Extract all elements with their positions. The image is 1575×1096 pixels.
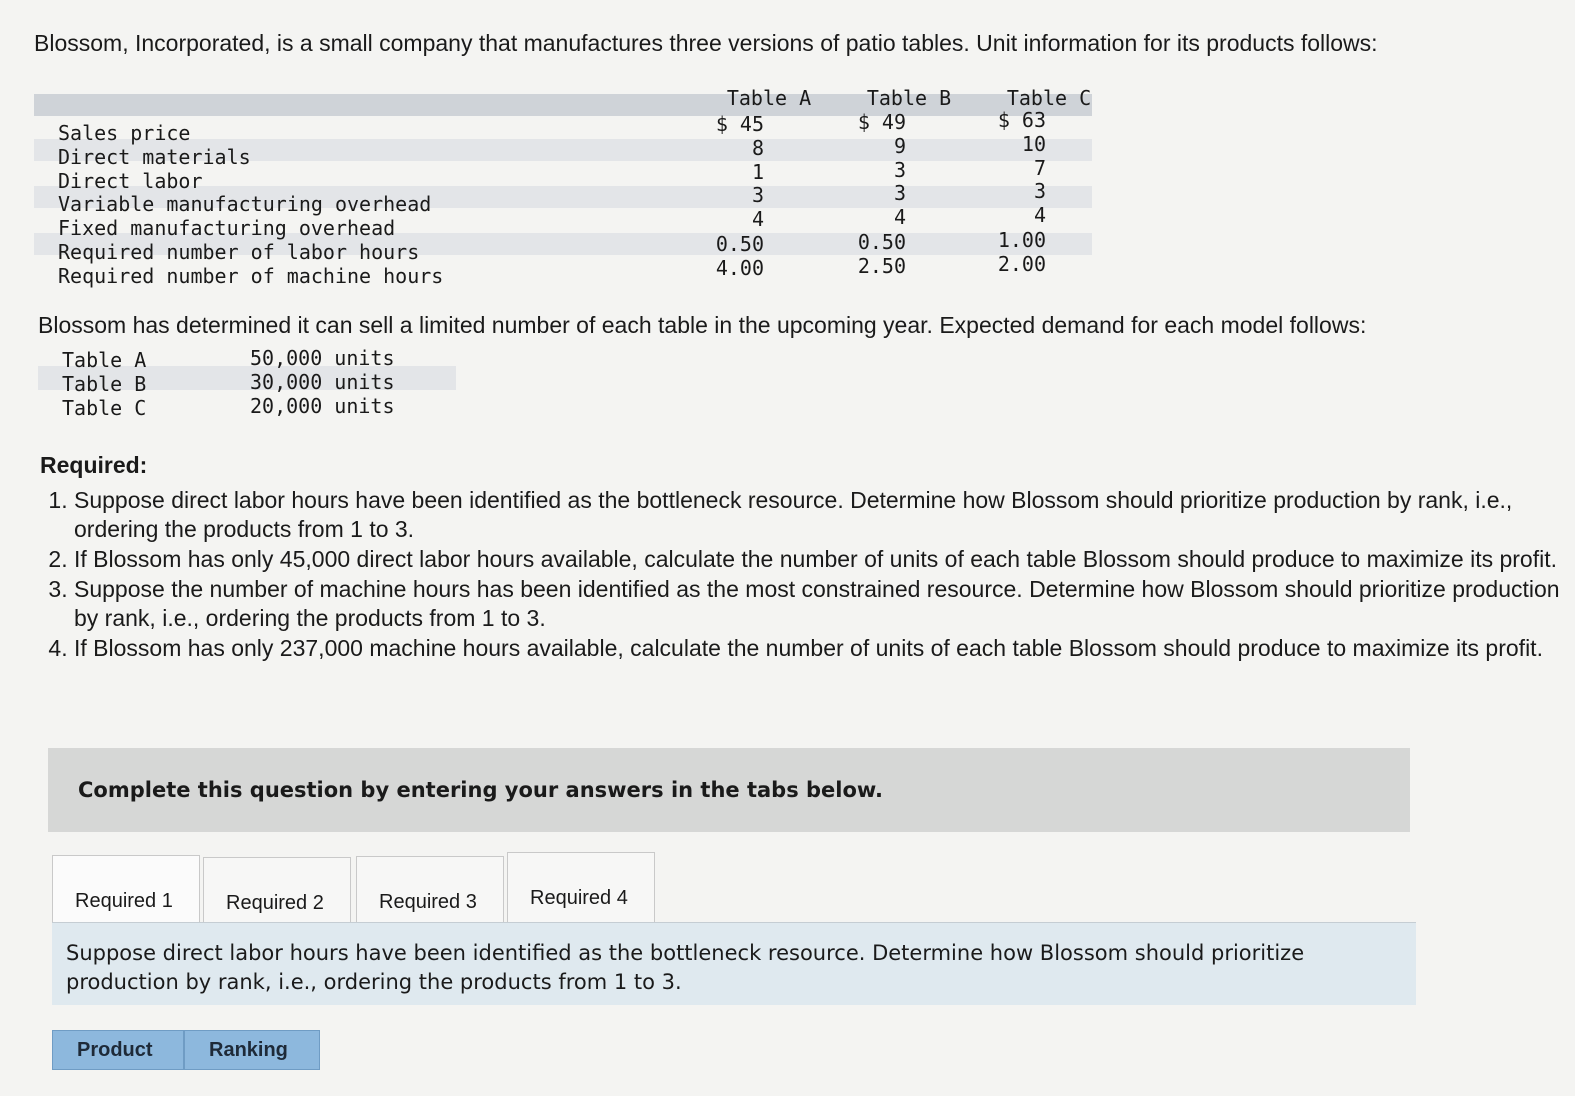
cell-a-machine-hours: 4.00 xyxy=(715,256,764,280)
row-label-fixed-overhead: Fixed manufacturing overhead xyxy=(58,216,396,240)
cell-a-direct-labor: 1 xyxy=(751,160,764,184)
row-label-direct-labor: Direct labor xyxy=(58,169,203,193)
requirements-list xyxy=(40,486,1564,664)
cell-c-labor-hours: 1.00 xyxy=(997,228,1046,252)
complete-prompt-box xyxy=(48,748,1410,832)
demand-name-table-b: Table B xyxy=(62,372,147,396)
col-head-table-a: Table A xyxy=(726,86,812,110)
cell-b-direct-materials: 9 xyxy=(893,134,906,158)
cell-b-labor-hours: 0.50 xyxy=(857,230,906,254)
cell-a-variable-overhead: 3 xyxy=(751,183,764,207)
cell-a-direct-materials: 8 xyxy=(751,136,764,160)
required-title: Required: xyxy=(40,452,148,478)
requirement-4: 4. If Blossom has only 237,000 machine hours available, calculate the number of units of each table Blossom should produce to maximize its profit. xyxy=(74,634,1564,663)
demand-table xyxy=(38,344,458,424)
tab-label: Required 3 xyxy=(379,891,477,913)
demand-value-table-c: 20,000 units xyxy=(250,394,395,418)
row-label-machine-hours: Required number of machine hours xyxy=(58,264,444,288)
row-label-labor-hours: Required number of labor hours xyxy=(58,240,420,264)
cell-c-direct-labor: 7 xyxy=(1033,156,1046,180)
instruction-box xyxy=(52,922,1416,1005)
demand-value-table-b: 30,000 units xyxy=(250,370,395,394)
cell-c-machine-hours: 2.00 xyxy=(997,252,1046,276)
cell-b-sales-price: $ 49 xyxy=(857,110,906,134)
complete-prompt-text: Complete this question by entering your answers in the tabs below. xyxy=(78,778,883,802)
cell-b-machine-hours: 2.50 xyxy=(857,254,906,278)
tab-label: Required 4 xyxy=(530,887,628,909)
cell-c-sales-price: $ 63 xyxy=(997,108,1046,132)
cell-b-variable-overhead: 3 xyxy=(893,181,906,205)
cell-c-variable-overhead: 3 xyxy=(1033,179,1046,203)
demand-intro-text: Blossom has determined it can sell a limited number of each table in the upcoming year. Expected demand for each model follows: xyxy=(38,312,1367,338)
cell-c-fixed-overhead: 4 xyxy=(1033,203,1046,227)
demand-name-table-a: Table A xyxy=(62,348,147,372)
cell-a-labor-hours: 0.50 xyxy=(715,232,764,256)
intro-text: Blossom, Incorporated, is a small company that manufactures three versions of patio tables. Unit information for its products follows: xyxy=(34,30,1378,56)
header-ranking xyxy=(184,1030,320,1070)
cell-a-fixed-overhead: 4 xyxy=(751,207,764,231)
instruction-text: Suppose direct labor hours have been identified as the bottleneck resource. Determine how Blossom should prioritize production by rank, i.e., ordering the products from 1 to 3. xyxy=(66,941,1305,994)
header-product-label: Product xyxy=(77,1039,153,1061)
requirement-3: 3. Suppose the number of machine hours has been identified as the most constrained resource. Determine how Blossom should prioritize production by rank, i.e., ordering the products from 1 to 3. xyxy=(74,575,1564,633)
demand-name-table-c: Table C xyxy=(62,396,147,420)
cell-c-direct-materials: 10 xyxy=(1021,132,1046,156)
row-label-direct-materials: Direct materials xyxy=(58,145,251,169)
row-label-sales-price: Sales price xyxy=(58,121,191,145)
cell-b-fixed-overhead: 4 xyxy=(893,205,906,229)
requirement-2: 2. If Blossom has only 45,000 direct labor hours available, calculate the number of units of each table Blossom should produce to maximize its profit. xyxy=(74,545,1564,574)
col-head-table-b: Table B xyxy=(866,86,952,110)
col-head-table-c: Table C xyxy=(1006,86,1092,110)
header-product xyxy=(52,1030,184,1070)
row-label-variable-overhead: Variable manufacturing overhead xyxy=(58,192,432,216)
tab-label: Required 1 xyxy=(75,890,173,912)
header-ranking-label: Ranking xyxy=(209,1039,288,1061)
requirement-1: 1. Suppose direct labor hours have been identified as the bottleneck resource. Determine how Blossom should prioritize production by rank, i.e., ordering the products from 1 to 3. xyxy=(74,486,1564,544)
cell-a-sales-price: $ 45 xyxy=(715,112,764,136)
tab-label: Required 2 xyxy=(226,892,324,914)
tab-required-4[interactable] xyxy=(507,852,655,933)
cell-b-direct-labor: 3 xyxy=(893,158,906,182)
unit-info-table xyxy=(34,82,1092,287)
demand-value-table-a: 50,000 units xyxy=(250,346,395,370)
